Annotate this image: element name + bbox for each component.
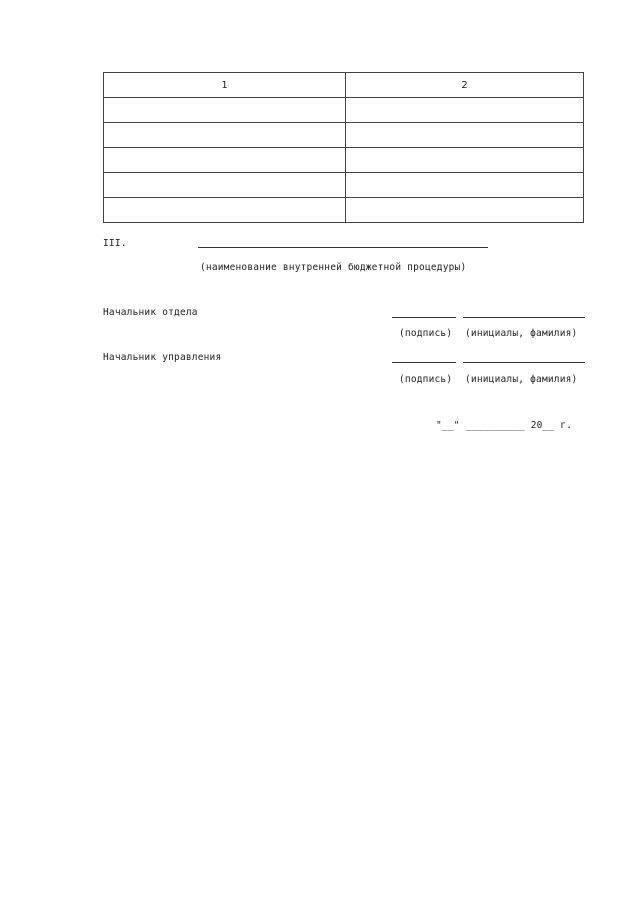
procedure-name-caption: (наименование внутренней бюджетной процедуры) — [200, 262, 467, 273]
signature-caption: (подпись) — [399, 328, 453, 339]
table-cell[interactable] — [346, 148, 584, 173]
name-line[interactable] — [463, 317, 585, 318]
table-header-cell: 2 — [346, 73, 584, 98]
name-line[interactable] — [463, 362, 585, 363]
signature-line[interactable] — [392, 317, 456, 318]
name-caption: (инициалы, фамилия) — [465, 374, 578, 385]
table-row — [104, 148, 584, 173]
table-cell[interactable] — [104, 148, 346, 173]
procedure-name-line[interactable] — [198, 247, 488, 248]
table-cell[interactable] — [104, 173, 346, 198]
table-row — [104, 98, 584, 123]
signature-caption: (подпись) — [399, 374, 453, 385]
table-cell[interactable] — [104, 98, 346, 123]
table-row — [104, 198, 584, 223]
signer-position-directorate-head: Начальник управления — [103, 352, 222, 363]
procedure-table — [103, 72, 584, 223]
table-cell[interactable] — [346, 173, 584, 198]
table-cell[interactable] — [104, 198, 346, 223]
table-row — [104, 173, 584, 198]
table-cell[interactable] — [346, 198, 584, 223]
section-number: III. — [103, 238, 127, 249]
signature-line[interactable] — [392, 362, 456, 363]
name-caption: (инициалы, фамилия) — [465, 328, 578, 339]
table-header-cell: 1 — [104, 73, 346, 98]
table-row — [104, 123, 584, 148]
table-cell[interactable] — [104, 123, 346, 148]
table-cell[interactable] — [346, 98, 584, 123]
table-header-row — [104, 73, 584, 98]
signer-position-department-head: Начальник отдела — [103, 307, 198, 318]
table-cell[interactable] — [346, 123, 584, 148]
date-line[interactable]: "__" __________ 20__ г. — [436, 420, 573, 431]
